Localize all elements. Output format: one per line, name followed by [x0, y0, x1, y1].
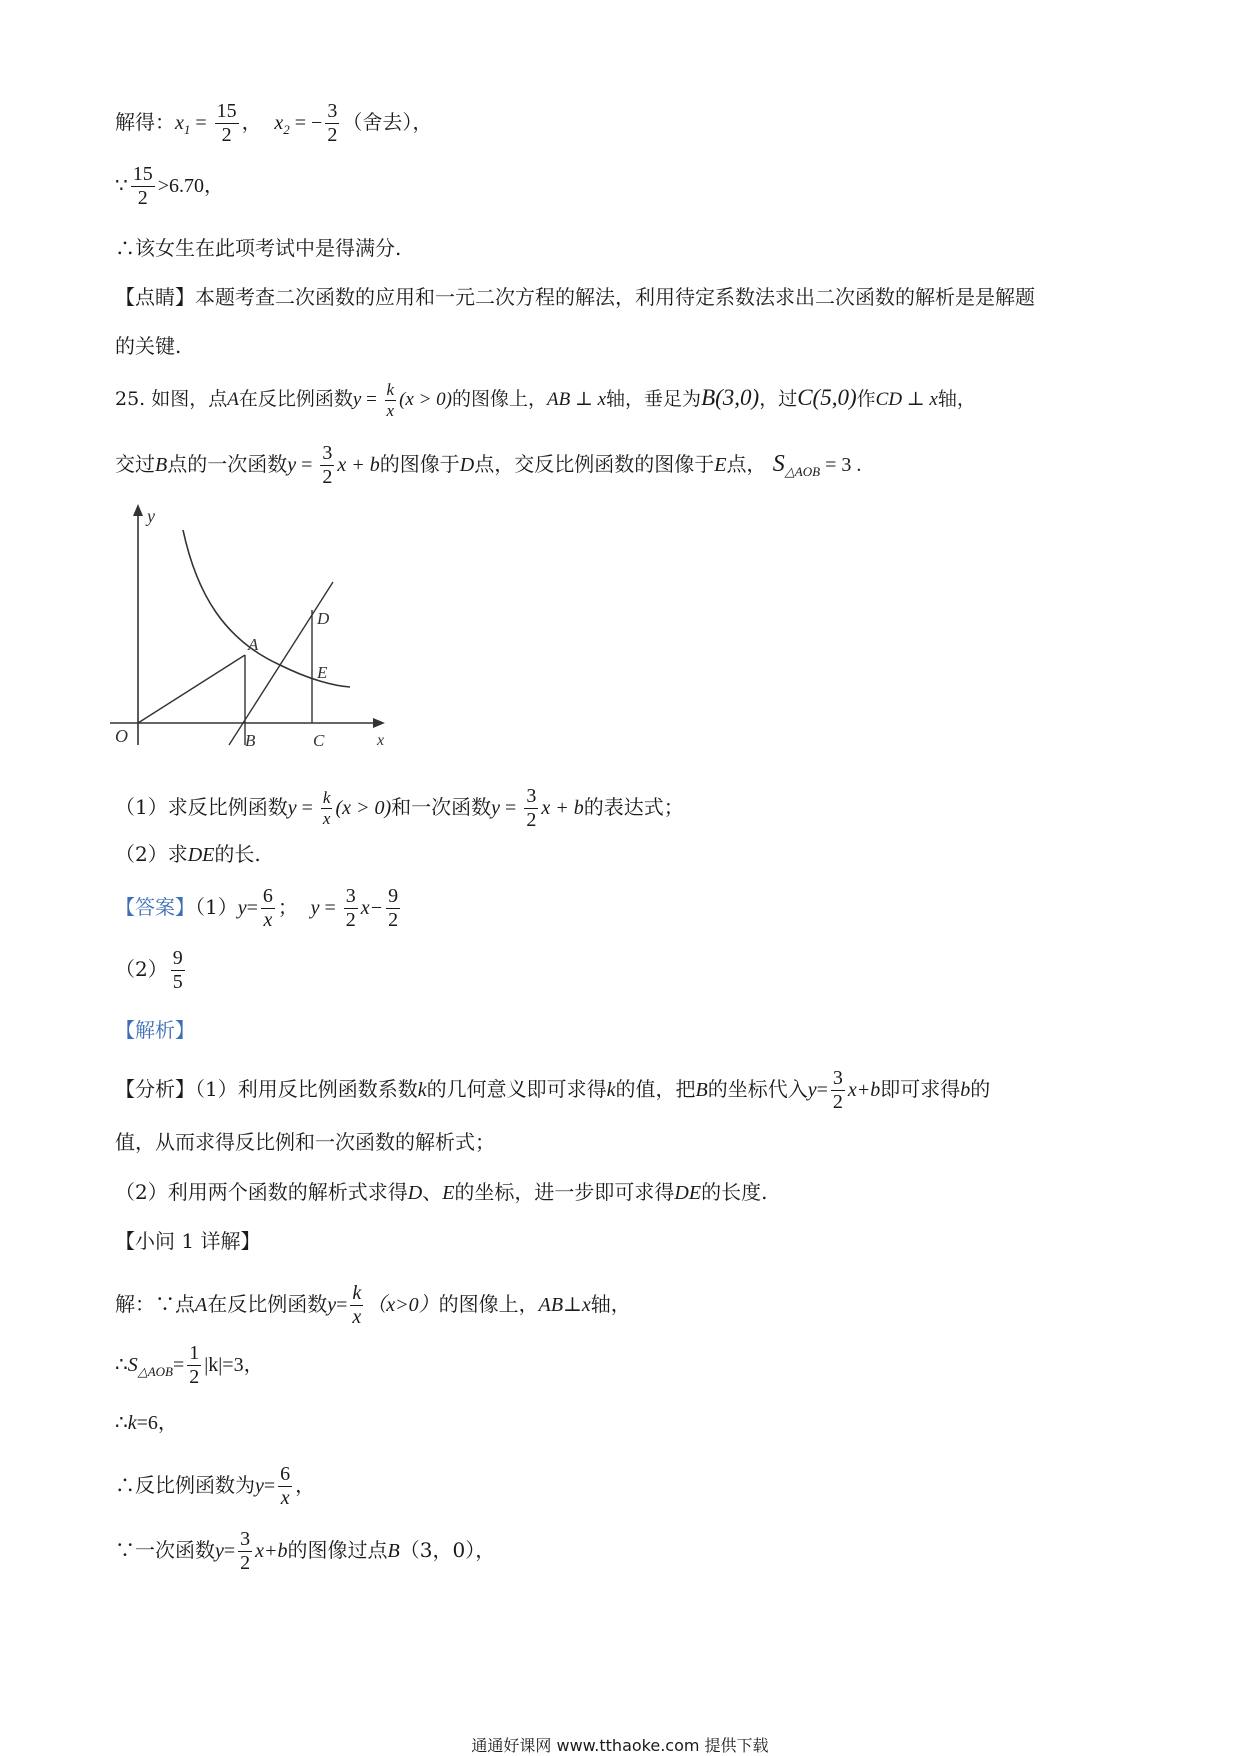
x-axis-arrow-icon [373, 718, 385, 728]
comment-line-1: 【点睛】本题考查二次函数的应用和一元二次方程的解法，利用待定系数法求出二次函数的解析是是解题 [115, 285, 1035, 309]
analysis-tag: 【解析】 [115, 1018, 195, 1042]
analysis-line-3: （2）利用两个函数的解析式求得D、E的坐标，进一步即可求得DE的长度. [115, 1180, 768, 1204]
subsection-title: 【小问 1 详解】 [115, 1229, 261, 1253]
y-axis-arrow-icon [133, 504, 143, 516]
solution-line-2: ∵ $\frac{15}{2}$ >6.70， [115, 163, 225, 209]
comment-line-2: 的关键. [115, 334, 182, 358]
segment-OA [138, 655, 245, 723]
function-graph-figure [105, 500, 395, 760]
analysis-line-2: 值，从而求得反比例和一次函数的解析式； [115, 1130, 495, 1154]
label-O: O [115, 726, 128, 746]
solution-line-3: ∴该女生在此项考试中是得满分. [115, 236, 402, 260]
answer-line-2: （2） $\frac{9}{5}$ [115, 947, 183, 993]
step-line-1: 解：∵点A在反比例函数y= $\frac{k}{x}$ （x>0）的图像上，AB⊥x轴， [115, 1282, 631, 1328]
label-C: C [313, 731, 325, 750]
step-line-5: ∵一次函数y= $\frac{3}{2}$ x+b的图像过点B（3，0）， [115, 1528, 496, 1574]
step-line-3: ∴k=6， [115, 1410, 178, 1434]
question-2: （2）求DE的长. [115, 842, 261, 866]
label-E: E [317, 663, 328, 682]
step-line-2: $\therefore S_{\triangle AOB}=$ $\frac{1}{2}$ |k|=3， [115, 1342, 264, 1388]
solution-line-1: 解得：$x_1$ = $\frac{15}{2}$ ， $x_2$ = − $\frac{3}{2}$ （舍去）， [115, 100, 433, 146]
step-line-4: ∴反比例函数为y= $\frac{6}{x}$ ， [115, 1463, 316, 1509]
fraction-15-2: $\frac{15}{2}$ [216, 100, 237, 146]
label-y: y [147, 506, 155, 526]
label-A: A [248, 635, 259, 654]
label-B: B [245, 731, 256, 750]
problem-25-line-2: 交过B点的一次函数y = $\frac{3}{2}$ x + b的图像于D点，交反比例函数的图像于E点， $S_{\triangle AOB} = 3$ . [115, 442, 862, 488]
answer-line-1: 【答案】（1）y= $\frac{6}{x}$ ； y = $\frac{3}{2}$ x− $\frac{9}{2}$ [115, 885, 399, 931]
question-1: （1）求反比例函数y = $\frac{k}{x}$ (x > 0)和一次函数y = $\frac{3}{2}$ x + b的表达式； [115, 785, 684, 831]
label-x: x [377, 732, 385, 749]
answer-tag: 【答案】 [115, 895, 195, 919]
page-footer: 通通好课网 www.tthaoke.com 提供下载 [471, 1736, 769, 1755]
problem-25-line-1: 25. 如图，点A在反比例函数y = $\frac{k}{x}$ (x > 0)的图像上，AB ⊥ x轴，垂足为B(3,0)，过C(5,0)作CD ⊥ x轴， [115, 380, 976, 420]
analysis-line-1: 【分析】（1）利用反比例函数系数k的几何意义即可求得k的值，把B的坐标代入y= $\frac{3}{2}$ x+b即可求得b的 [115, 1067, 991, 1113]
label-D: D [317, 609, 330, 628]
